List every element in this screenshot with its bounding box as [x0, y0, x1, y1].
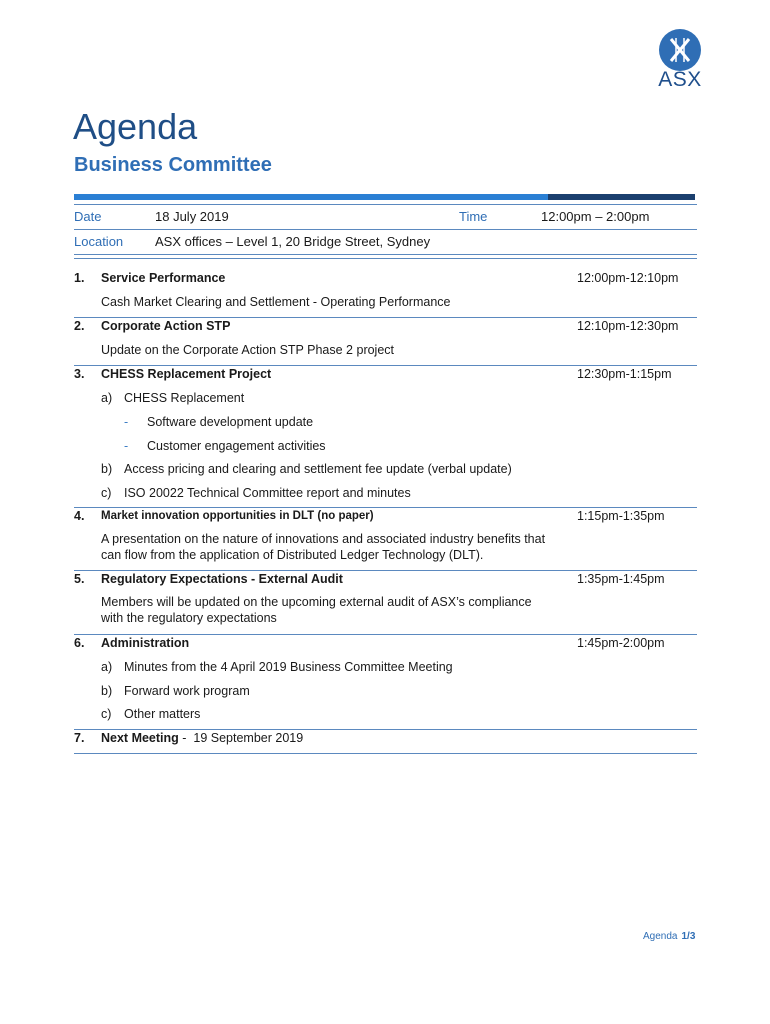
item-description-line-2: with the regulatory expectations	[101, 611, 277, 625]
page-title: Agenda	[73, 106, 198, 147]
next-meeting-date: - 19 September 2019	[178, 731, 304, 745]
time-label: Time	[459, 209, 488, 224]
item-number: 1.	[74, 271, 85, 285]
item-title: Administration	[101, 636, 190, 650]
item-description-line-1: Members will be updated on the upcoming external audit of ASX’s compliance	[101, 595, 532, 609]
location-label: Location	[74, 234, 124, 249]
item-number: 4.	[74, 509, 85, 523]
item-number: 5.	[74, 572, 85, 586]
sub-item-text: Access pricing and clearing and settlement fee update (verbal update)	[124, 462, 512, 476]
sub-item-marker: b)	[101, 462, 113, 476]
dash-bullet-icon: -	[124, 439, 129, 453]
page-subtitle: Business Committee	[74, 154, 272, 176]
item-description: Update on the Corporate Action STP Phase 2 project	[101, 343, 395, 357]
item-time: 12:30pm-1:15pm	[577, 367, 672, 381]
page-footer	[643, 931, 695, 942]
item-time: 12:10pm-12:30pm	[577, 319, 679, 333]
item-time: 12:00pm-12:10pm	[577, 271, 679, 285]
sub-sub-item-text: Customer engagement activities	[147, 439, 326, 453]
sub-item-marker: b)	[101, 684, 113, 698]
sub-item-text: Minutes from the 4 April 2019 Business Committee Meeting	[124, 660, 453, 674]
location-value: ASX offices – Level 1, 20 Bridge Street, Sydney	[155, 234, 431, 249]
date-label: Date	[74, 209, 102, 224]
item-title: CHESS Replacement Project	[101, 367, 272, 381]
item-description: Cash Market Clearing and Settlement - Operating Performance	[101, 295, 451, 309]
sub-item-marker: a)	[101, 660, 113, 674]
item-title: Next Meeting	[101, 731, 179, 745]
sub-item-marker: c)	[101, 707, 112, 721]
asx-emblem-icon	[659, 29, 701, 71]
divider	[74, 254, 697, 255]
next-meeting-line	[101, 730, 303, 746]
item-title: Service Performance	[101, 271, 226, 285]
dash-bullet-icon: -	[124, 415, 129, 429]
item-number: 3.	[74, 367, 85, 381]
sub-item-marker: c)	[101, 486, 112, 500]
page-number: 1/3	[681, 931, 696, 942]
divider	[74, 753, 697, 754]
header-band	[74, 194, 695, 200]
item-description-line-1: A presentation on the nature of innovations and associated industry benefits that	[101, 532, 546, 546]
item-number: 6.	[74, 636, 85, 650]
sub-item-text: CHESS Replacement	[124, 391, 245, 405]
date-value: 18 July 2019	[155, 209, 229, 224]
item-title: Market innovation opportunities in DLT (no paper)	[101, 510, 374, 522]
sub-sub-item-text: Software development update	[147, 415, 314, 429]
date-row	[74, 204, 697, 229]
item-title: Corporate Action STP	[101, 319, 231, 333]
item-time: 1:45pm-2:00pm	[577, 636, 665, 650]
location-row	[74, 229, 697, 254]
sub-item-text: Forward work program	[124, 684, 250, 698]
divider	[74, 258, 697, 259]
time-value: 12:00pm – 2:00pm	[541, 209, 650, 224]
sub-item-marker: a)	[101, 391, 113, 405]
item-number: 7.	[74, 731, 85, 745]
item-title: Regulatory Expectations - External Audit	[101, 572, 343, 586]
item-description-line-2: can flow from the application of Distributed Ledger Technology (DLT).	[101, 548, 484, 562]
item-time: 1:35pm-1:45pm	[577, 572, 665, 586]
asx-logo	[657, 29, 703, 91]
logo-text: ASX	[658, 68, 702, 91]
sub-item-text: ISO 20022 Technical Committee report and minutes	[124, 486, 411, 500]
item-time: 1:15pm-1:35pm	[577, 509, 665, 523]
footer-label: Agenda	[643, 931, 678, 942]
item-number: 2.	[74, 319, 85, 333]
sub-item-text: Other matters	[124, 707, 201, 721]
